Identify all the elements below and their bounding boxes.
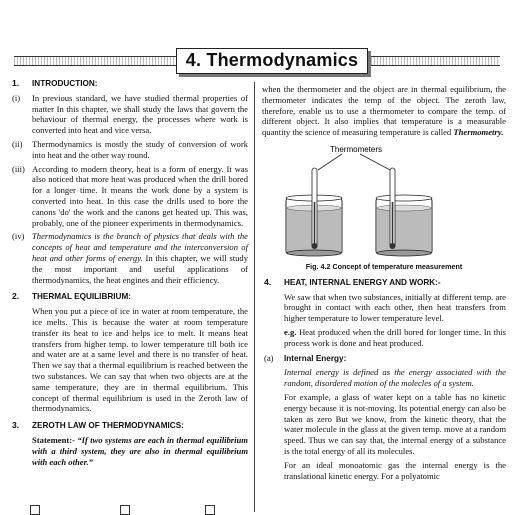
- thermometry-text: when the thermometer and the object are in thermal equilibrium, the thermometer indicates the temp of the object. The zeroth law, therefore, enable us to use a thermometer to compare the temp. of different object. It also implies that temperature is a measurable quantity the science of measuring temperature is called Thermometry.: [262, 84, 506, 138]
- intro-point-3: (iii) According to modern theory, heat is a form of energy. It was also noticed that more heat was produced when the drill bored for a longer time. It means the work done by a system is converted into heat. In this case the drills used to bore the canons 'do' the work and the canons get heated up. This was, probably, one of the pioneer experiments in thermodynamics.: [12, 163, 248, 228]
- mark-box: [120, 505, 130, 515]
- internal-energy-definition: Internal energy is defined as the energy associated with the random, disordered motion of the molecles of a system.: [284, 367, 506, 389]
- section-heading: INTRODUCTION:: [32, 79, 98, 88]
- figure-thermometers: [262, 142, 506, 260]
- thermometry-term: Thermometry.: [453, 127, 504, 138]
- beaker-right: [376, 195, 432, 256]
- thermometers-illustration: [262, 142, 506, 260]
- zeroth-law-statement: [10, 435, 248, 467]
- label-pointer: [318, 154, 342, 170]
- column-divider: [254, 82, 255, 512]
- thermometer-right: [390, 168, 396, 249]
- chapter-title: 4. Thermodynamics: [185, 50, 359, 70]
- section-number: 1.: [12, 78, 20, 88]
- heat-example: e.g. Heat produced when the drill bored for longer time. In this process work is done and heat produced.: [284, 326, 506, 348]
- subsection-internal-energy: (a) Internal Energy:: [264, 352, 347, 363]
- statement-label: Statement:-: [32, 434, 75, 445]
- internal-energy-example: For example, a glass of water kept on a table has no kinetic energy because it is not-moving. Its potential energy can also be taken as zero But we know, from the kinetic theory, that the water molecule in the glass at the given temp. move at a random speed. Thus we can say that, the internal energy of a substance is the total energy of all its molecules.: [284, 391, 506, 456]
- section-heat-internal-energy: 4. HEAT, INTERNAL ENERGY AND WORK:-: [264, 276, 441, 287]
- right-column: [262, 84, 506, 484]
- chapter-banner: [14, 44, 500, 74]
- thermodynamics-definition: Thermodynamics is the branch of physics that deals with the concepts of heat and temperature and the interconversion of heat and other forms of energy.: [32, 231, 248, 263]
- section-zeroth-law: 3. ZEROTH LAW OF THERMODYNAMICS:: [12, 420, 184, 431]
- intro-point-4: (iv) Thermodynamics is the branch of physics that deals with the concepts of heat and temperature and the interconversion of heat and other forms of energy. In this chapter, we will study the most important and useful applications of thermodynamics, the heat engines and their efficiency.: [12, 231, 248, 285]
- statement-text: “If two systems are each in thermal equilibrium with a third system, they are also in thermal equilibrium with each other.”: [32, 434, 248, 467]
- thermometer-left: [312, 168, 318, 249]
- thermal-equilibrium-text: When you put a piece of ice in water at room temperature, the ice melts. This is because the water at room temperature transfer its heat to ice and helps ice to melt. It means heat transfers from higher temp. to lower temperature till both ice and water are at a same level and there is no transfer of heat. Then we say that a thermal equilibrium is reached between the two substances. We can say that when two objects are at the same temperature, they are in thermal equilibrium. This concept of thermal equilibrium is used in the Zeroth law of thermodynamics.: [32, 306, 248, 414]
- figure-caption: Fig. 4.2 Concept of temperature measurement: [305, 261, 463, 271]
- internal-energy-monoatomic: For an ideal monoatomic gas the internal energy is the translational kinetic energy. For a polyatomic: [284, 459, 506, 481]
- mark-box: [205, 505, 215, 515]
- label-pointer: [360, 154, 390, 170]
- intro-point-2: (ii) Thermodynamics is mostly the study of conversion of work into heat and the other way round.: [12, 138, 248, 160]
- intro-point-1: (i) In previous standard, we have studied thermal properties of matter In this chapter, we shall study the laws that govern the behaviour of thermal energy, the processes where work is converted into heat and vice versa.: [12, 92, 248, 136]
- figure-label: Thermometers: [330, 144, 383, 154]
- left-column: [10, 78, 248, 470]
- section-introduction: [10, 78, 248, 90]
- heat-text: We saw that when two substances, initially at different temp. are brought in contact with each other, then heat transfers from higher temperature to lower temperature level.: [284, 291, 506, 324]
- section-thermal-equilibrium: 2. THERMAL EQUILIBRIUM:: [12, 291, 132, 302]
- mark-box: [30, 505, 40, 515]
- page-bottom-marks: [30, 505, 230, 512]
- chapter-title-box: [176, 48, 368, 74]
